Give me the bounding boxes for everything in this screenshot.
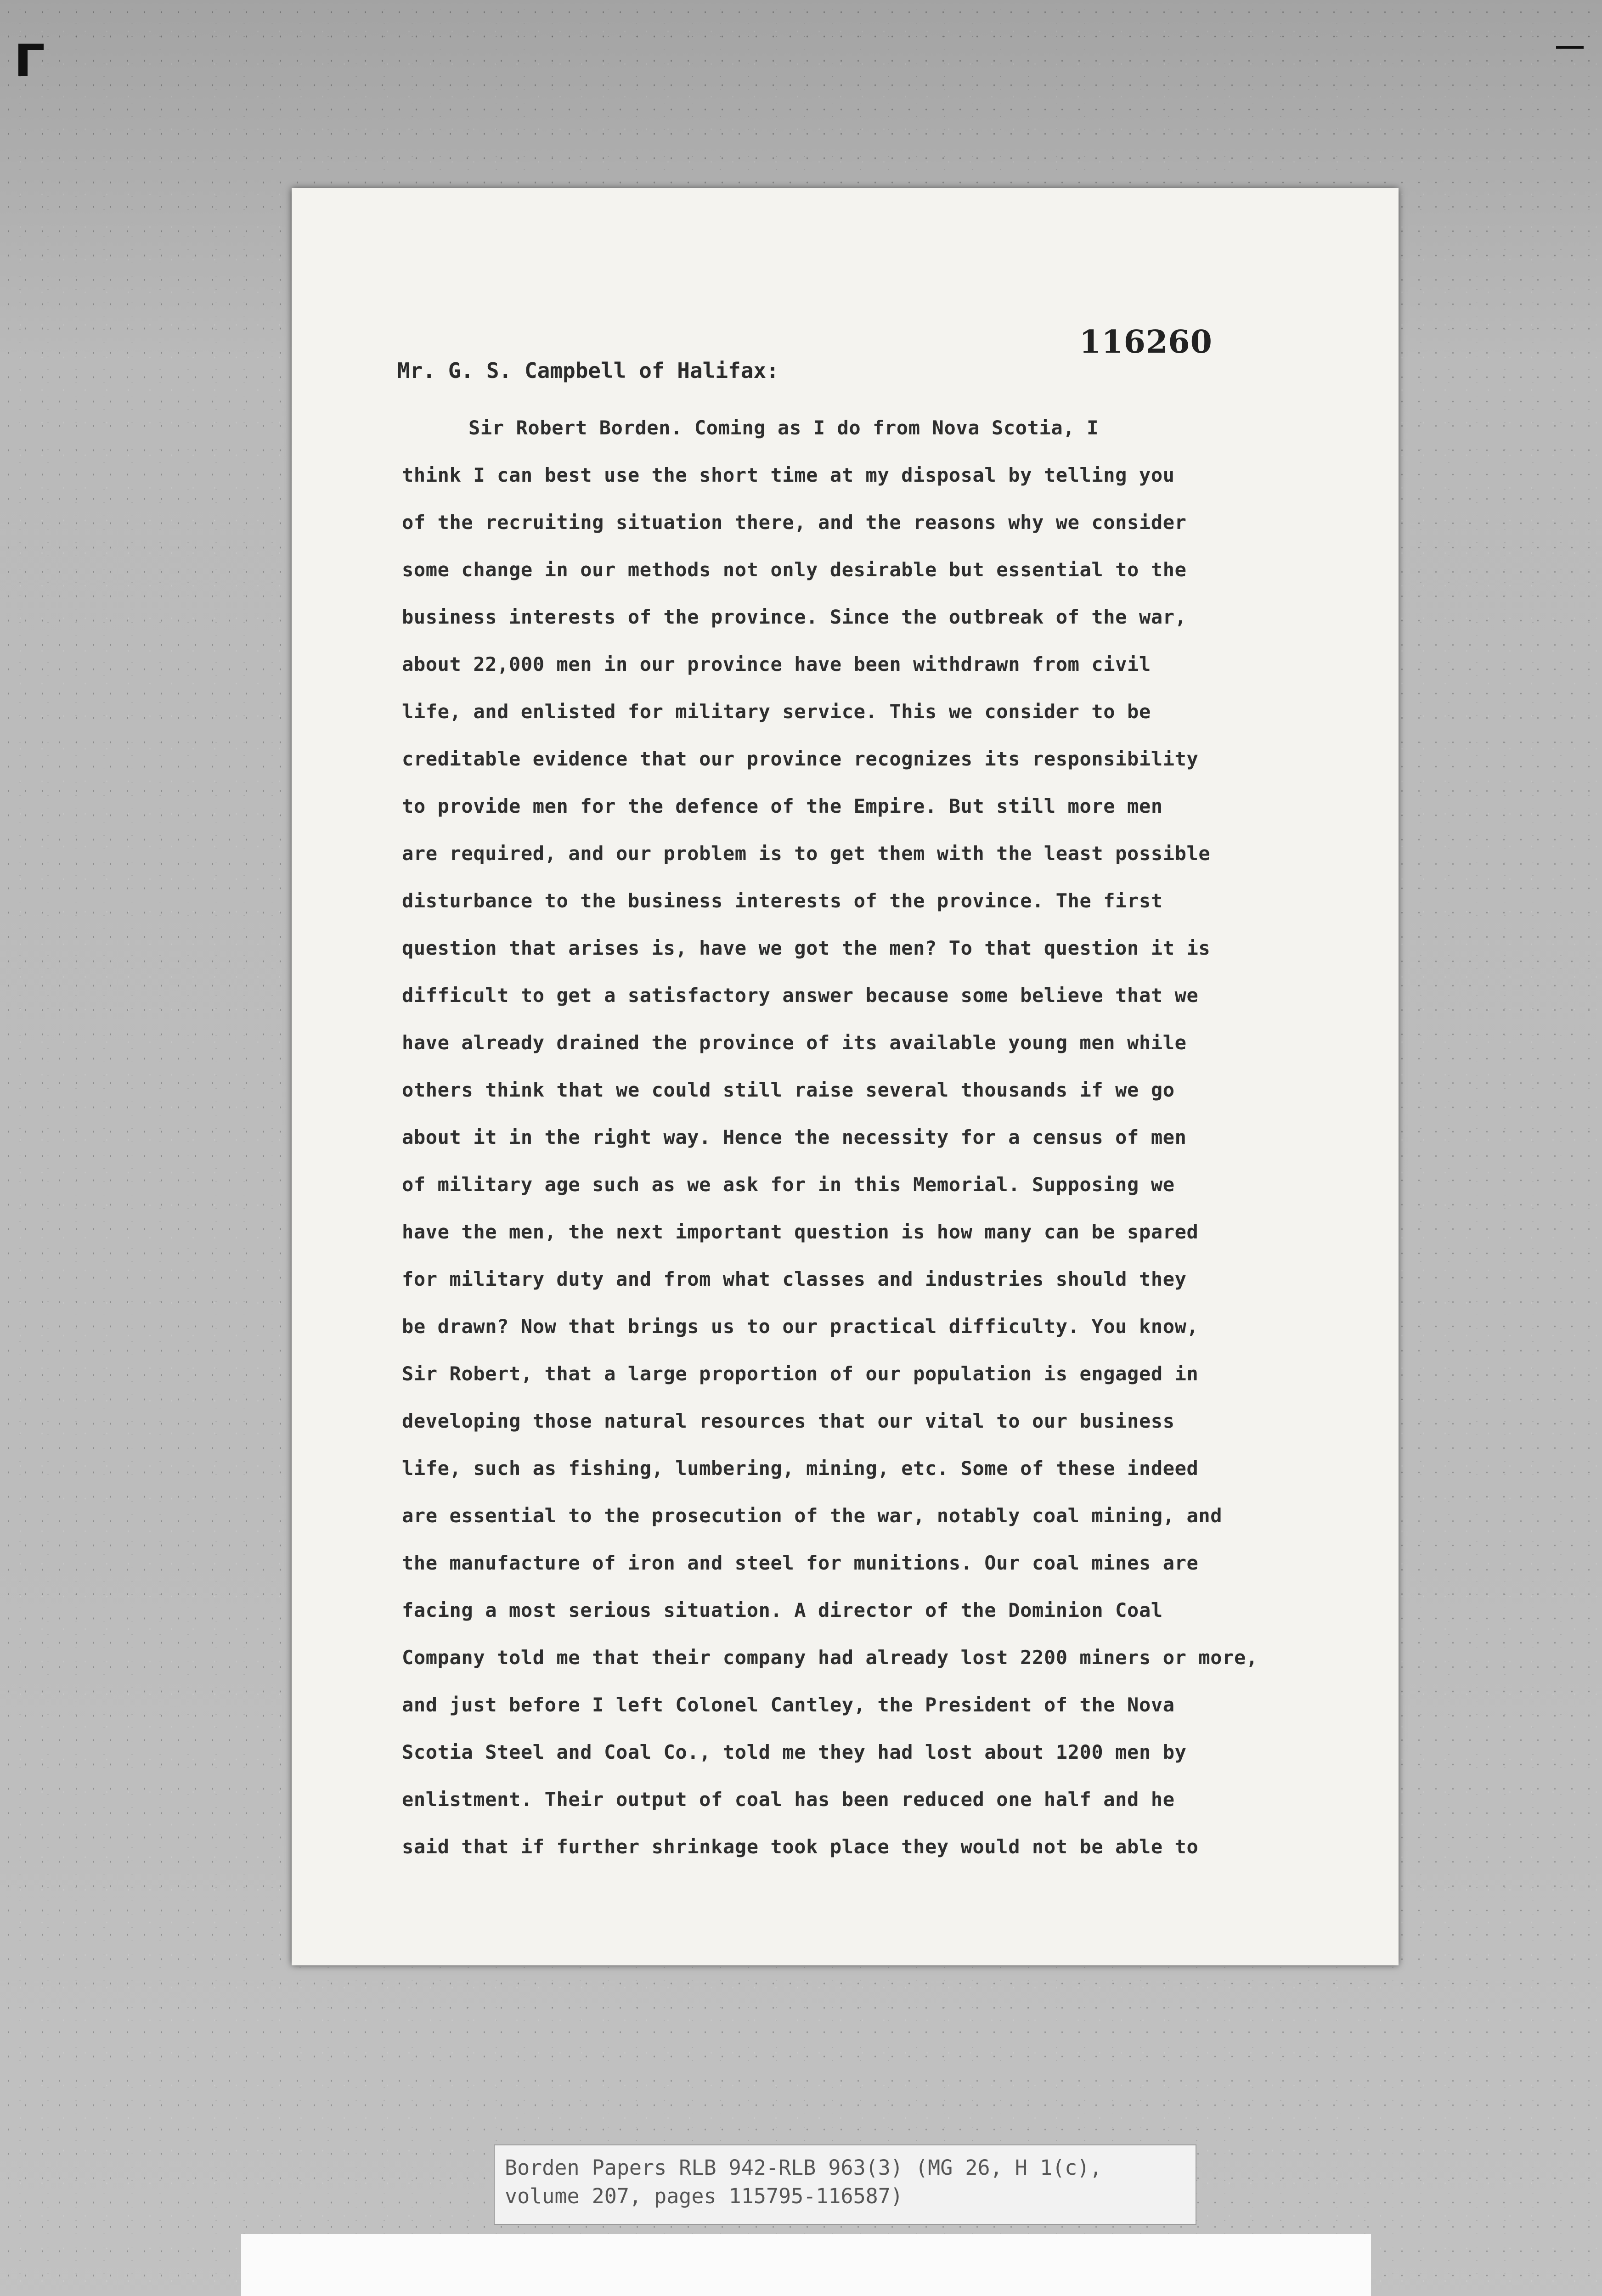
document-text-line: to provide men for the defence of the Empire. But still more men [402, 795, 1163, 817]
document-text-line: of the recruiting situation there, and the reasons why we consider [402, 511, 1187, 534]
document-text-line: about it in the right way. Hence the necessity for a census of men [402, 1126, 1187, 1148]
document-text-line: some change in our methods not only desirable but essential to the [402, 558, 1187, 581]
film-edge-mark [1556, 46, 1584, 49]
caption-line-1: Borden Papers RLB 942-RLB 963(3) (MG 26, H 1(c), [505, 2155, 1102, 2180]
document-text-line: about 22,000 men in our province have been withdrawn from civil [402, 653, 1151, 675]
reference-caption-label [494, 2144, 1196, 2225]
document-text-line: Sir Robert, that a large proportion of our population is engaged in [402, 1362, 1199, 1385]
document-text-line: life, such as fishing, lumbering, mining, etc. Some of these indeed [402, 1457, 1199, 1480]
document-text-line: have already drained the province of its available young men while [402, 1031, 1187, 1054]
document-text-line: Company told me that their company had already lost 2200 miners or more, [402, 1646, 1258, 1669]
document-text-line: are required, and our problem is to get them with the least possible [402, 842, 1211, 865]
document-text-line: the manufacture of iron and steel for munitions. Our coal mines are [402, 1552, 1199, 1574]
document-text-line: enlistment. Their output of coal has been reduced one half and he [402, 1788, 1175, 1811]
document-text-line: Scotia Steel and Coal Co., told me they had lost about 1200 men by [402, 1741, 1187, 1763]
film-corner-mark [18, 44, 28, 76]
document-text-line: are essential to the prosecution of the war, notably coal mining, and [402, 1504, 1223, 1527]
document-text-line: for military duty and from what classes and industries should they [402, 1268, 1187, 1290]
public-archives-card [241, 2234, 1371, 2296]
typed-document-page [292, 188, 1399, 1965]
document-text-line: creditable evidence that our province recognizes its responsibility [402, 748, 1199, 770]
document-text-line: difficult to get a satisfactory answer because some believe that we [402, 984, 1199, 1007]
document-text-line: others think that we could still raise several thousands if we go [402, 1079, 1175, 1101]
document-text-line: facing a most serious situation. A director of the Dominion Coal [402, 1599, 1163, 1621]
document-text-line: disturbance to the business interests of the province. The first [402, 889, 1163, 912]
document-text-line: said that if further shrinkage took place they would not be able to [402, 1835, 1199, 1858]
document-text-line: question that arises is, have we got the men? To that question it is [402, 937, 1211, 959]
document-text-line: be drawn? Now that brings us to our practical difficulty. You know, [402, 1315, 1199, 1338]
document-text-line: think I can best use the short time at my disposal by telling you [402, 464, 1175, 486]
document-text-line: and just before I left Colonel Cantley, the President of the Nova [402, 1694, 1175, 1716]
document-body-text [402, 404, 1325, 1870]
document-text-line: Sir Robert Borden. Coming as I do from Nova Scotia, I [468, 416, 1099, 439]
caption-line-2: volume 207, pages 115795-116587) [505, 2184, 903, 2208]
addressee-line: Mr. G. S. Campbell of Halifax: [397, 358, 779, 383]
document-text-line: developing those natural resources that our vital to our business [402, 1410, 1175, 1432]
document-text-line: life, and enlisted for military service. This we consider to be [402, 700, 1151, 723]
document-text-line: of military age such as we ask for in this Memorial. Supposing we [402, 1173, 1175, 1196]
page-stamp-number: 116260 [1079, 324, 1213, 360]
document-text-line: have the men, the next important question is how many can be spared [402, 1221, 1199, 1243]
document-text-line: business interests of the province. Since the outbreak of the war, [402, 606, 1187, 628]
